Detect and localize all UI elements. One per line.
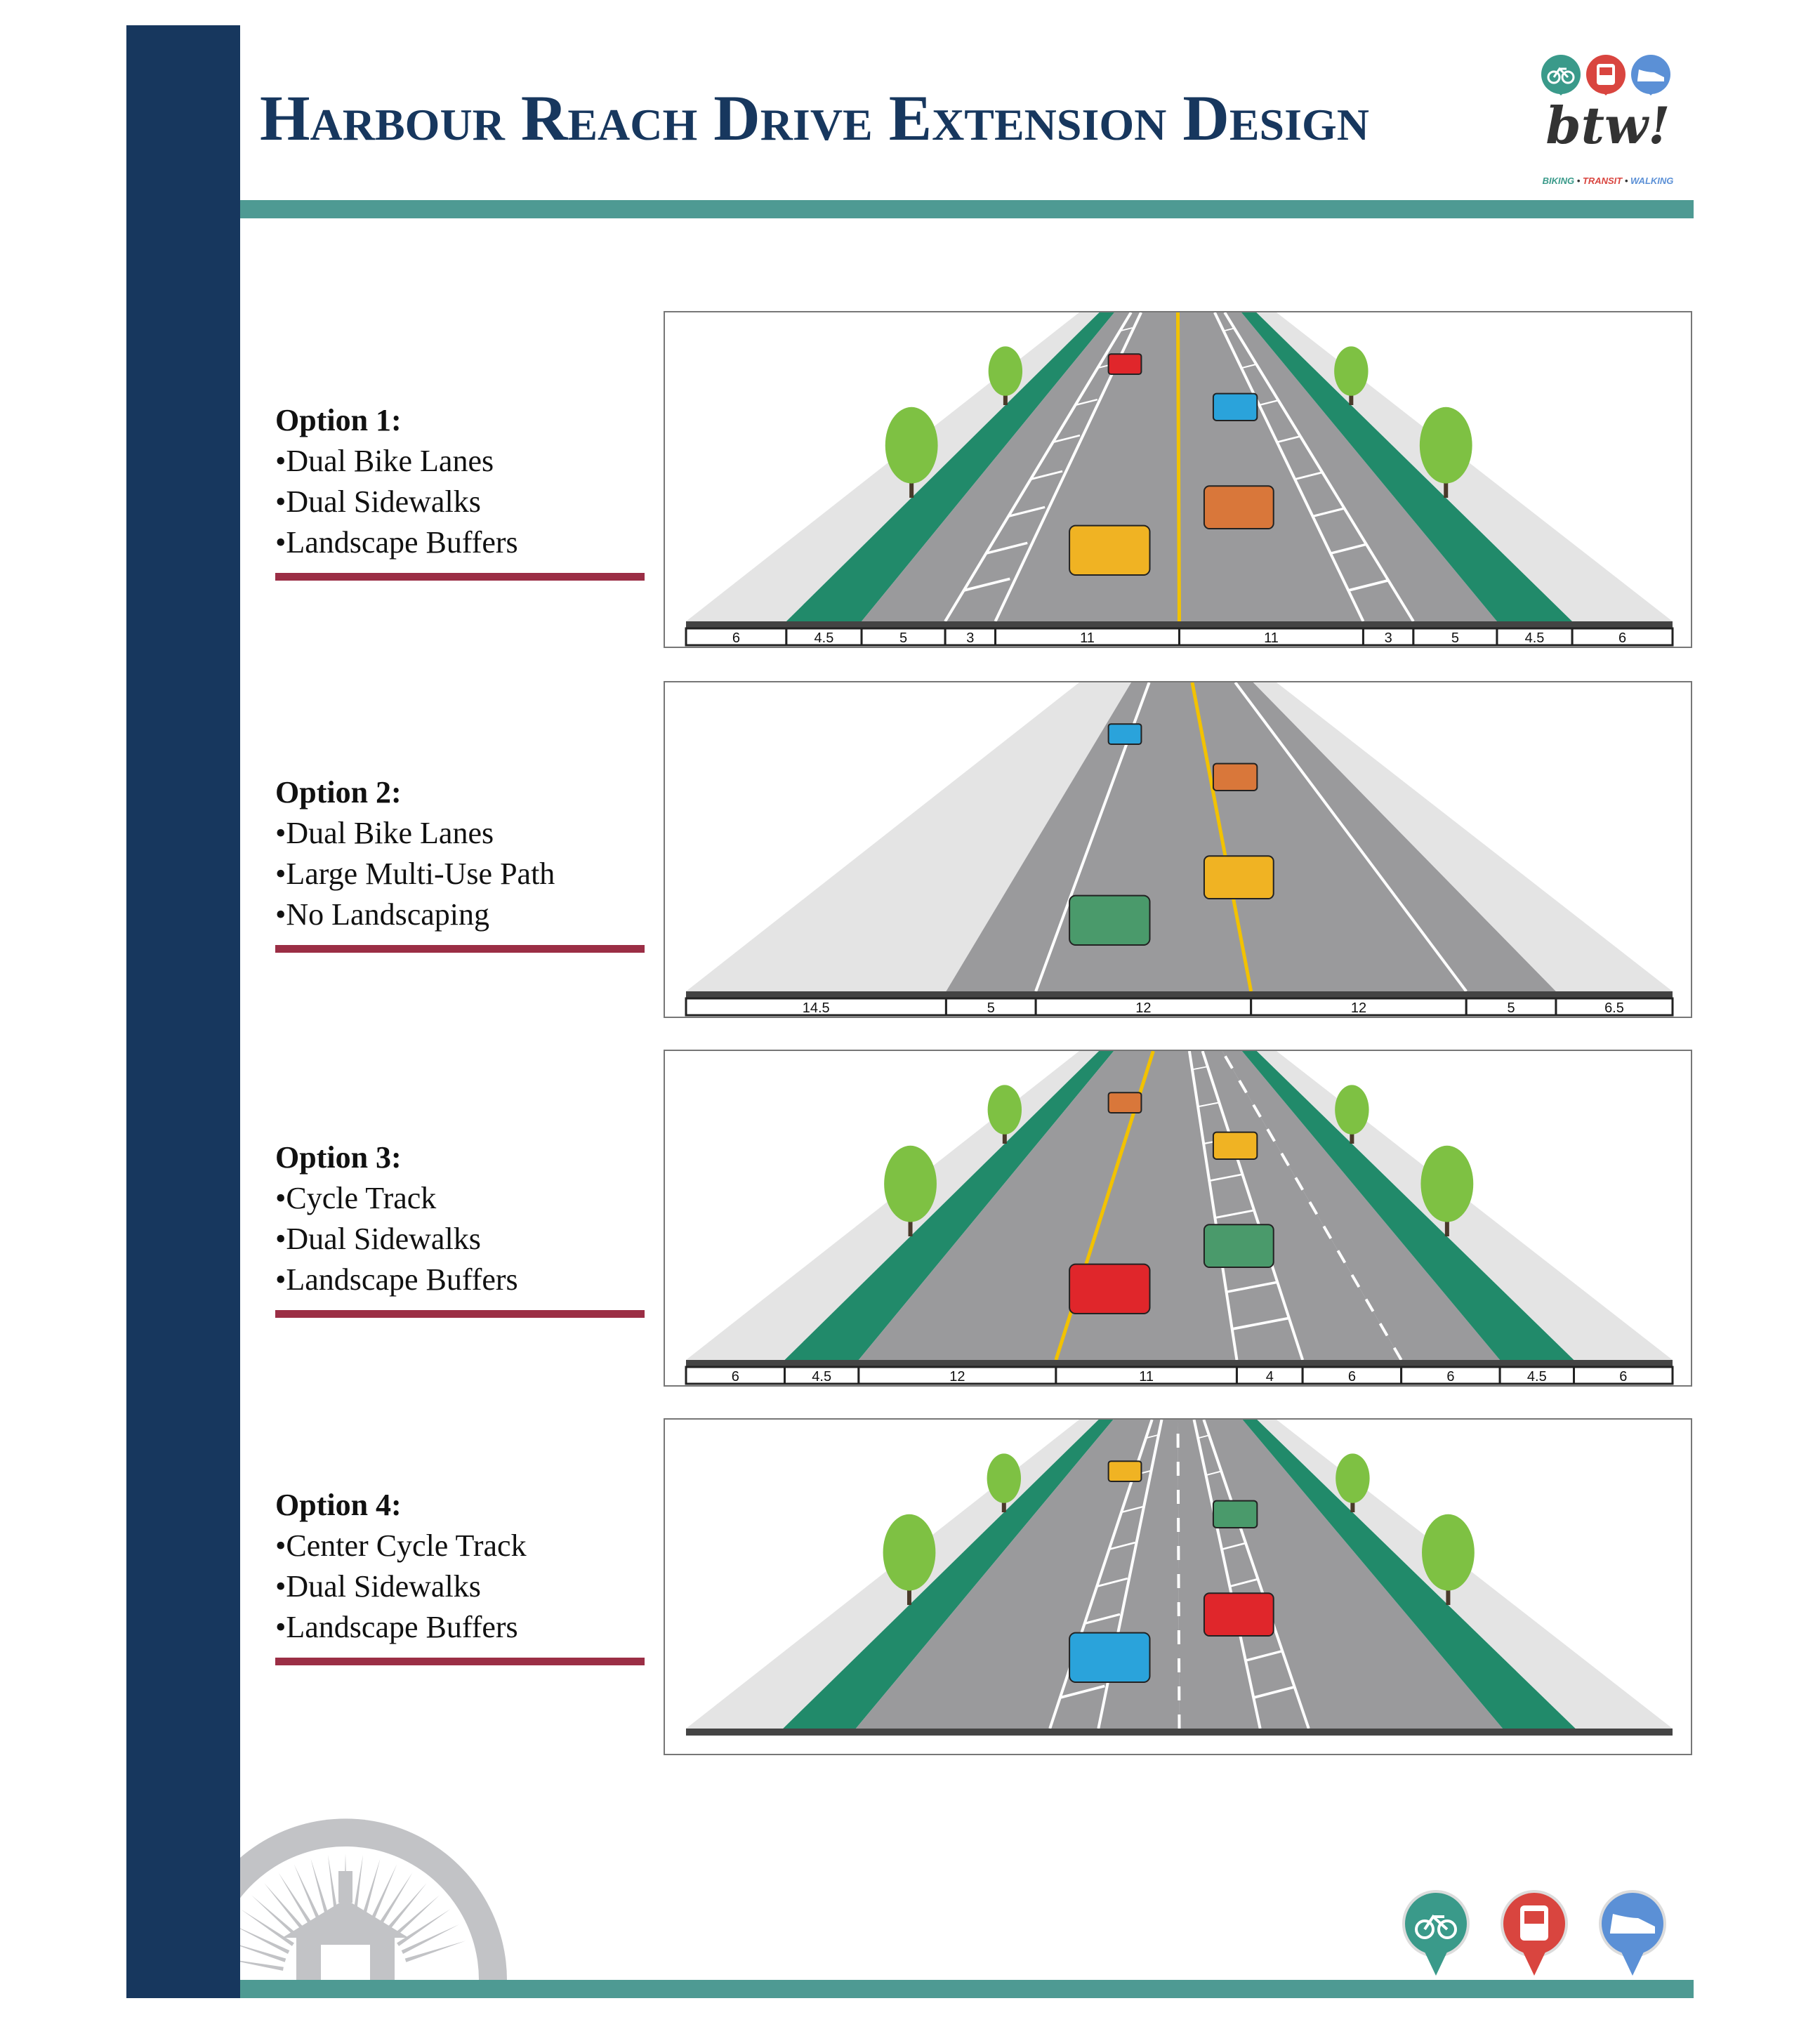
car [1204, 856, 1274, 899]
dimension-label: 3 [966, 630, 975, 646]
tree-icon [989, 346, 1022, 395]
shoe-icon [1631, 55, 1670, 95]
option-underline [275, 573, 645, 581]
seal-doorway [321, 1945, 370, 1980]
option-heading: Option 1: [275, 403, 402, 437]
dimension-label: 3 [1384, 630, 1392, 646]
dimension-label: 4.5 [814, 630, 834, 646]
option-heading: Option 4: [275, 1488, 402, 1522]
dimension-label: 12 [1135, 1000, 1152, 1016]
tree-icon [987, 1453, 1021, 1502]
curb-base [686, 1729, 1673, 1736]
option-bullet: •Landscape Buffers [275, 525, 518, 560]
option-3-street-section [664, 1050, 1692, 1387]
car [1069, 1633, 1149, 1682]
dimension-label: 4.5 [812, 1369, 832, 1385]
bike-icon [1541, 55, 1581, 95]
bike-badge-icon [1401, 1889, 1471, 1978]
car [1213, 1132, 1257, 1159]
city-seal [240, 1794, 514, 1980]
option-heading: Option 2: [275, 775, 402, 810]
tree-icon [1420, 407, 1472, 484]
option-bullet: •No Landscaping [275, 897, 489, 932]
btw-logo [1527, 51, 1689, 191]
option-bullet: •Dual Bike Lanes [275, 816, 494, 850]
dimension-label: 12 [1350, 1000, 1367, 1016]
dimension-label: 5 [1451, 630, 1459, 646]
tree-icon [885, 407, 938, 484]
dimension-label: 4.5 [1524, 630, 1545, 646]
car [1213, 394, 1257, 421]
option-underline [275, 1658, 645, 1665]
tree-icon [1335, 1085, 1369, 1134]
page-title: Harbour Reach Drive Extension Design [260, 82, 1370, 154]
dimension-label: 5 [1507, 1000, 1515, 1016]
option-heading: Option 3: [275, 1140, 402, 1175]
option-bullet: •Landscape Buffers [275, 1262, 518, 1297]
sidebar-band [126, 25, 240, 1998]
header-rule [240, 200, 1694, 218]
dimension-label: 6 [732, 630, 741, 646]
logo-tagline [1543, 176, 1674, 186]
car [1109, 1092, 1142, 1113]
option-underline [275, 1310, 645, 1318]
car [1069, 1264, 1149, 1314]
car [1109, 1461, 1142, 1481]
dimension-label: 6 [731, 1369, 739, 1385]
option-2-description [275, 772, 645, 953]
option-bullet: •Dual Sidewalks [275, 1222, 481, 1256]
dimension-label: 11 [1264, 630, 1279, 646]
option-3-description [275, 1137, 645, 1318]
dimension-label: 14.5 [802, 1000, 830, 1016]
option-4-description [275, 1485, 645, 1665]
dimension-label: 6 [1618, 630, 1627, 646]
dimension-label: 6 [1446, 1369, 1455, 1385]
dimension-label: 6 [1347, 1369, 1356, 1385]
dimension-label: 6 [1619, 1369, 1628, 1385]
car [1109, 354, 1142, 374]
option-1-street-section [664, 311, 1692, 648]
tree-icon [883, 1514, 936, 1591]
option-4-street-section [664, 1418, 1692, 1755]
seal-cupola [338, 1871, 352, 1903]
option-bullet: •Landscape Buffers [275, 1610, 518, 1644]
dimension-label: 11 [1080, 630, 1095, 646]
option-bullet: •Center Cycle Track [275, 1528, 527, 1563]
tagline-walking: WALKING [1630, 176, 1674, 186]
footer-rule [240, 1980, 1694, 1998]
car [1213, 764, 1257, 791]
car [1069, 896, 1149, 945]
tree-icon [1334, 346, 1368, 395]
car [1069, 526, 1149, 575]
dimension-label: 12 [949, 1369, 965, 1385]
option-bullet: •Dual Sidewalks [275, 1569, 481, 1604]
bus-badge-icon [1499, 1889, 1569, 1978]
tagline-biking: BIKING [1542, 176, 1575, 186]
dimension-label: 5 [899, 630, 908, 646]
car [1204, 1593, 1274, 1636]
tree-icon [988, 1085, 1022, 1134]
tree-icon [1422, 1514, 1475, 1591]
car [1109, 724, 1142, 744]
car [1204, 486, 1274, 529]
dimension-label: 6.5 [1604, 1000, 1624, 1016]
option-bullet: •Dual Sidewalks [275, 484, 481, 519]
option-bullet: •Large Multi-Use Path [275, 857, 555, 891]
option-bullet: •Cycle Track [275, 1181, 437, 1215]
tree-icon [1420, 1146, 1473, 1222]
option-bullet: •Dual Bike Lanes [275, 444, 494, 478]
option-1-description [275, 400, 645, 581]
center-line [1178, 312, 1180, 621]
tagline-separator: • [1622, 176, 1631, 186]
option-underline [275, 945, 645, 953]
dimension-label: 11 [1139, 1369, 1154, 1385]
dimension-label: 5 [987, 1000, 995, 1016]
logo-text: btw! [1545, 95, 1670, 155]
tagline-separator: • [1574, 176, 1583, 186]
tree-icon [1336, 1453, 1369, 1502]
bus-icon [1586, 55, 1626, 95]
walking-badge-icon [1597, 1889, 1668, 1978]
tree-icon [884, 1146, 937, 1222]
dimension-label: 4.5 [1526, 1369, 1547, 1385]
car [1204, 1224, 1274, 1267]
dimension-label: 4 [1265, 1369, 1274, 1385]
option-2-street-section [664, 681, 1692, 1018]
tagline-transit: TRANSIT [1582, 176, 1623, 186]
car [1213, 1501, 1257, 1528]
